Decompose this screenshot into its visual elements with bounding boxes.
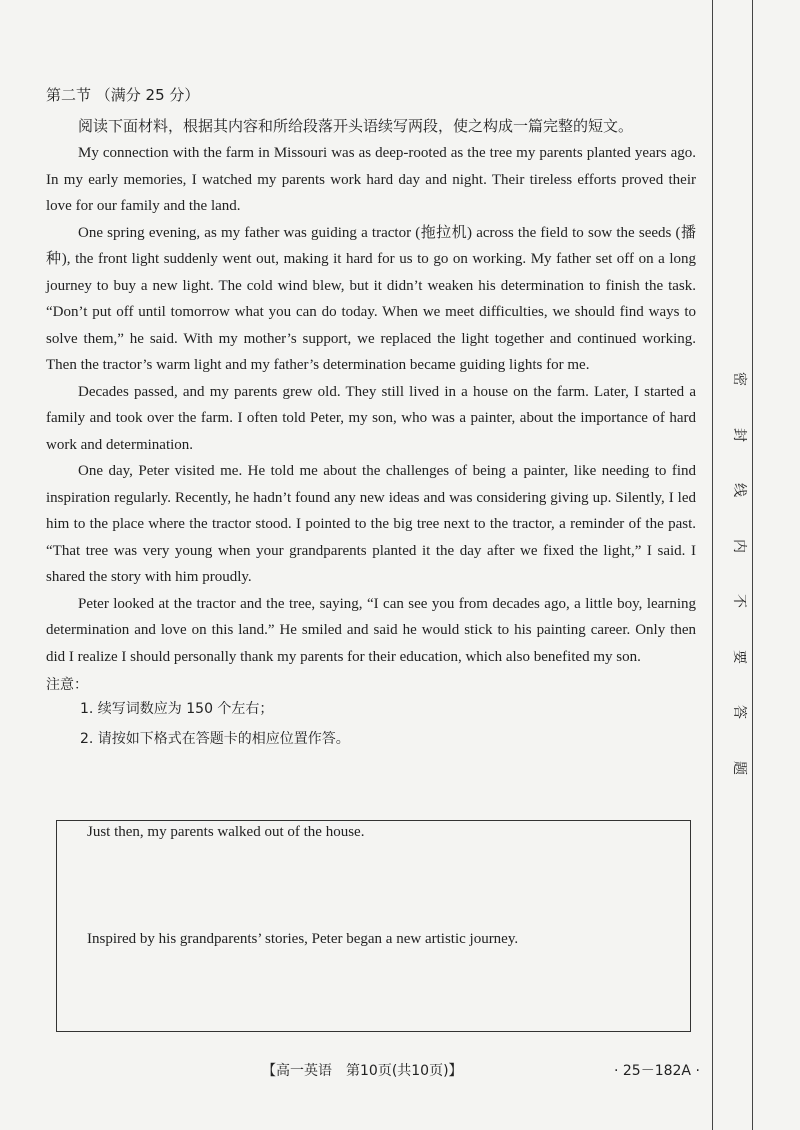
paragraph-1: My connection with the farm in Missouri was as deep-rooted as the tree my parents planted years ago. In my early memories, I watched my parents work hard day and night. Their tireless efforts proved their love for our family and the land. bbox=[46, 145, 696, 214]
binding-line-right bbox=[752, 0, 753, 1130]
answer-opening-line-1: Just then, my parents walked out of the house. bbox=[87, 824, 365, 840]
binding-line-left bbox=[712, 0, 713, 1130]
section-title: 第二节 （满分 25 分） bbox=[46, 86, 200, 104]
seal-char: 题 bbox=[731, 760, 747, 775]
footer-code: · 25－182A · bbox=[614, 1063, 700, 1079]
note-item-2: 2. 请按如下格式在答题卡的相应位置作答。 bbox=[80, 731, 350, 747]
seal-char: 封 bbox=[731, 427, 747, 442]
paragraph-4: One day, Peter visited me. He told me about the challenges of being a painter, like needing to find inspiration regularly. Recently, he hadn’t found any new ideas and was considering giving up. Silently, I led him to the place where the tractor stood. I pointed to the big tree next to the tractor, a reminder of the past. “That tree was very young when your grandparents planted it the day after we fixed the light,” I said. I shared the story with him proudly. bbox=[46, 463, 696, 585]
seal-line-text bbox=[728, 368, 750, 812]
footer-page-info: 【高一英语 第10页(共10页)】 bbox=[262, 1063, 463, 1079]
notes-title: 注意： bbox=[46, 677, 88, 693]
paragraph-2: One spring evening, as my father was guiding a tractor (拖拉机) across the field to sow the seeds (播种), the front light suddenly went out, making it hard for us to go on working. My father set off on a long journey to buy a new light. The cold wind blew, but it didn’t weaken his determination to finish the task. “Don’t put off until tomorrow what you can do today. When we meet difficulties, we should find ways to solve them,” he said. With my mother’s support, we replaced the light together and continued working. Then the tractor’s warm light and my father’s determination became guiding lights for me. bbox=[46, 224, 696, 373]
seal-char: 线 bbox=[731, 483, 747, 497]
answer-opening-line-2: Inspired by his grandparents’ stories, Peter began a new artistic journey. bbox=[87, 931, 519, 947]
seal-char: 密 bbox=[731, 372, 747, 386]
paragraph-5: Peter looked at the tractor and the tree, saying, “I can see you from decades ago, a little boy, learning determination and love on this land.” He smiled and said he would stick to his painting career. Only then did I realize I should personally thank my parents for their education, which also benefited my son. bbox=[46, 595, 696, 665]
seal-char: 答 bbox=[731, 705, 747, 719]
seal-char: 要 bbox=[731, 649, 747, 664]
seal-char: 内 bbox=[731, 538, 747, 553]
answer-box bbox=[56, 820, 691, 1032]
main-content bbox=[46, 84, 696, 754]
instruction: 阅读下面材料，根据其内容和所给段落开头语续写两段，使之构成一篇完整的短文。 bbox=[78, 117, 634, 135]
paragraph-3: Decades passed, and my parents grew old. They still lived in a house on the farm. Later, I started a family and took over the farm. I often told Peter, my son, who was a painter, about the importance of hard work and determination. bbox=[46, 383, 696, 453]
seal-char: 不 bbox=[731, 594, 747, 608]
note-item-1: 1. 续写词数应为 150 个左右； bbox=[80, 701, 274, 717]
